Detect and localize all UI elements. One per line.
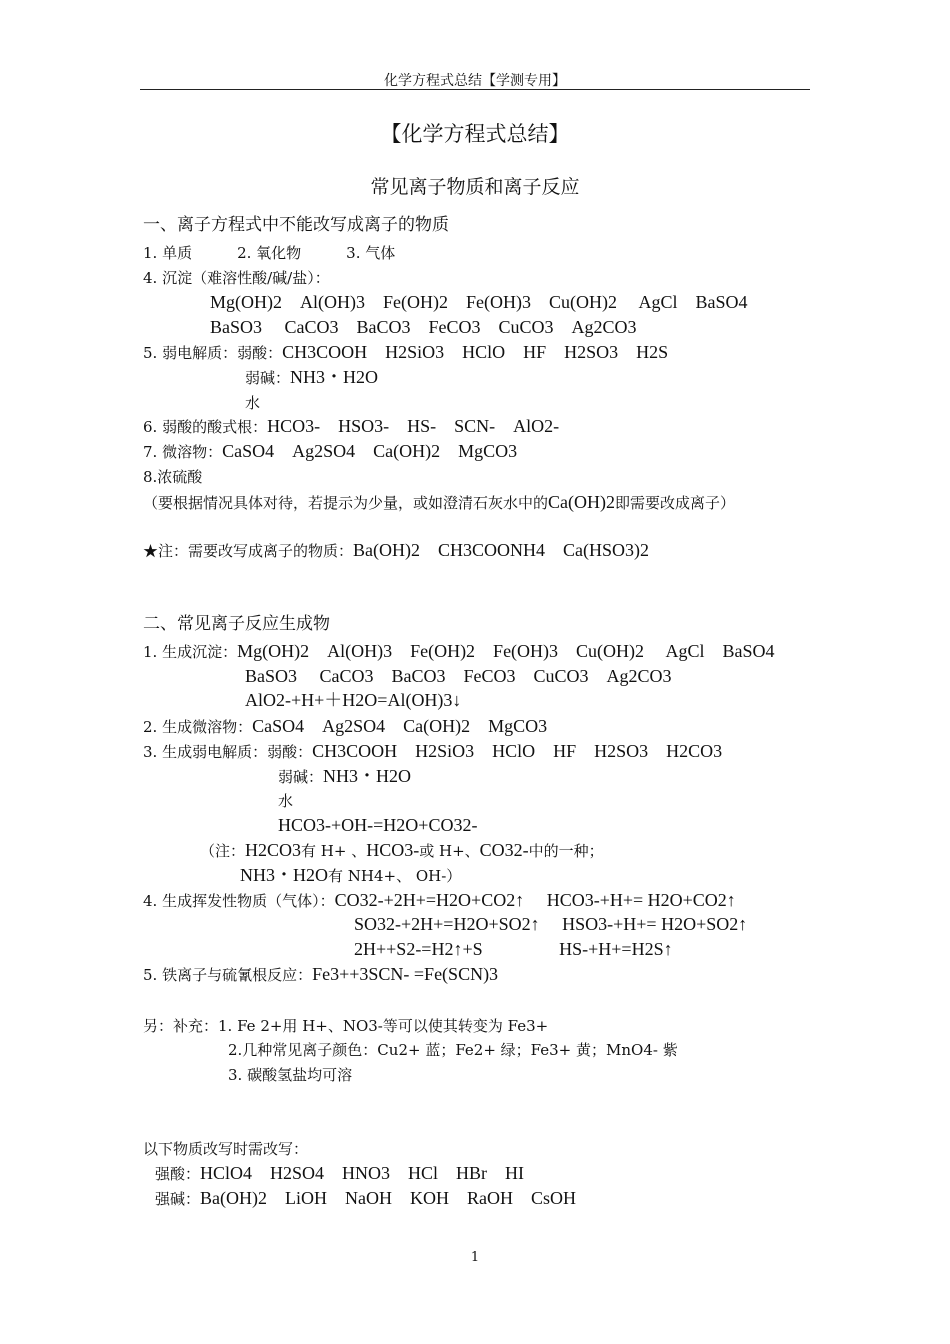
note-line bbox=[143, 492, 735, 513]
formula-text: NH3・H2O bbox=[323, 766, 412, 786]
formula-text: CO32-+2H+=H2O+CO2↑ HCO3-+H+= H2O+CO2↑ bbox=[334, 890, 736, 910]
formula-text: NH3・H2O bbox=[290, 367, 379, 387]
formula-text: CO32- bbox=[479, 840, 529, 860]
formula-line bbox=[143, 964, 498, 985]
formula-text: Ba(OH)2 CH3COONH4 Ca(HSO3)2 bbox=[353, 540, 649, 560]
formula-text: CH3COOH H2SiO3 HClO HF H2SO3 H2CO3 bbox=[312, 741, 723, 761]
formula-text: CH3COOH H2SiO3 HClO HF H2SO3 H2S bbox=[282, 342, 669, 362]
page-header: 化学方程式总结【学测专用】 bbox=[384, 73, 566, 89]
line-label: 或 H+、 bbox=[419, 842, 480, 860]
page-number: 1 bbox=[470, 1250, 480, 1265]
formula-text: AlO2-+H+＋H2O=Al(OH)3↓ bbox=[245, 690, 462, 710]
line-label: 有 NH4+、 OH-） bbox=[328, 867, 462, 885]
line-label: 强碱： bbox=[155, 1190, 201, 1208]
formula-text: SO32-+2H+=H2O+SO2↑ HSO3-+H+= H2O+SO2↑ bbox=[354, 914, 748, 934]
formula-text: NH3・H2O bbox=[240, 865, 328, 885]
formula-line bbox=[143, 741, 722, 762]
formula-line bbox=[245, 666, 672, 687]
section-heading-2: 二、常见离子反应生成物 bbox=[143, 614, 330, 634]
section-heading-1: 一、离子方程式中不能改写成离子的物质 bbox=[143, 215, 449, 235]
formula-text: CaSO4 Ag2SO4 Ca(OH)2 MgCO3 bbox=[222, 441, 518, 461]
formula-line bbox=[143, 416, 559, 437]
line-label: （注： bbox=[200, 842, 246, 860]
line-label: 强酸： bbox=[155, 1165, 201, 1183]
line-label: 5. 弱电解质：弱酸： bbox=[143, 344, 283, 362]
line-label: 弱酸： bbox=[267, 743, 313, 761]
note-line bbox=[240, 865, 461, 886]
supplement-line: 2.几种常见离子颜色：Cu2+ 蓝；Fe2+ 绿；Fe3+ 黄；MnO4- 紫 bbox=[228, 1041, 678, 1059]
line-label: 即需要改成离子） bbox=[615, 494, 736, 512]
formula-text: Mg(OH)2 Al(OH)3 Fe(OH)2 Fe(OH)3 Cu(OH)2 AgCl BaSO4 bbox=[210, 292, 748, 312]
formula-text: HCO3- HSO3- HS- SCN- AlO2- bbox=[267, 416, 560, 436]
text-line: 8.浓硫酸 bbox=[143, 468, 203, 486]
line-label: 中的一种； bbox=[528, 842, 604, 860]
line-label: 5. 铁离子与硫氰根反应： bbox=[143, 966, 313, 984]
note-line bbox=[200, 840, 604, 861]
text-line: 水 bbox=[245, 394, 261, 412]
formula-line bbox=[210, 292, 747, 313]
line-label: 6. 弱酸的酸式根： bbox=[143, 418, 268, 436]
supplement-line: 3. 碳酸氢盐均可溶 bbox=[228, 1066, 353, 1084]
line-label: 1. 生成沉淀： bbox=[143, 643, 238, 661]
page-title: 【化学方程式总结】 bbox=[380, 122, 570, 146]
formula-line bbox=[143, 890, 736, 911]
text-line: 4. 沉淀（难溶性酸/碱/盐）： bbox=[143, 269, 330, 287]
line-label: 弱碱： bbox=[278, 768, 324, 786]
formula-line bbox=[155, 1163, 524, 1184]
formula-text: H2CO3 bbox=[245, 840, 302, 860]
text-line: 水 bbox=[278, 792, 294, 810]
formula-text: HCO3- bbox=[366, 840, 420, 860]
formula-text: BaSO3 CaCO3 BaCO3 FeCO3 CuCO3 Ag2CO3 bbox=[210, 317, 637, 337]
formula-line bbox=[245, 690, 461, 711]
formula-text: Ca(OH)2 bbox=[548, 492, 615, 512]
formula-text: CaSO4 Ag2SO4 Ca(OH)2 MgCO3 bbox=[252, 716, 548, 736]
formula-line bbox=[143, 441, 517, 462]
line-label: 7. 微溶物： bbox=[143, 443, 223, 461]
formula-text: Fe3++3SCN- =Fe(SCN)3 bbox=[312, 964, 499, 984]
formula-line bbox=[245, 367, 378, 388]
formula-text: Ba(OH)2 LiOH NaOH KOH RaOH CsOH bbox=[200, 1188, 576, 1208]
formula-line bbox=[143, 641, 775, 662]
text-line: 1. 单质 2. 氧化物 3. 气体 bbox=[143, 244, 396, 262]
formula-text: HCO3-+OH-=H2O+CO32- bbox=[278, 815, 478, 835]
line-label: ★注：需要改写成离子的物质： bbox=[143, 542, 354, 560]
formula-line bbox=[354, 939, 673, 960]
line-label: 2. 生成微溶物： bbox=[143, 718, 253, 736]
line-label: 有 H+ 、 bbox=[301, 842, 367, 860]
formula-line bbox=[143, 342, 668, 363]
formula-text: BaSO3 CaCO3 BaCO3 FeCO3 CuCO3 Ag2CO3 bbox=[245, 666, 672, 686]
line-label: 3. 生成弱电解质： bbox=[143, 743, 268, 761]
header-rule bbox=[140, 89, 810, 90]
formula-text: Mg(OH)2 Al(OH)3 Fe(OH)2 Fe(OH)3 Cu(OH)2 AgCl BaSO4 bbox=[237, 641, 775, 661]
line-label: 弱碱： bbox=[245, 369, 291, 387]
text-line: 以下物质改写时需改写： bbox=[143, 1140, 309, 1158]
formula-line bbox=[278, 766, 411, 787]
line-label: 4. 生成挥发性物质（气体）： bbox=[143, 892, 335, 910]
formula-line bbox=[143, 716, 547, 737]
formula-line bbox=[278, 815, 477, 836]
formula-line bbox=[210, 317, 637, 338]
formula-text: 2H++S2-=H2↑+S HS-+H+=H2S↑ bbox=[354, 939, 673, 959]
note-line bbox=[143, 540, 649, 561]
supplement-line: 另：补充：1. Fe 2+用 H+、NO3-等可以使其转变为 Fe3+ bbox=[143, 1017, 549, 1035]
line-label: （要根据情况具体对待，若提示为少量，或如澄清石灰水中的 bbox=[143, 494, 549, 512]
page-subtitle: 常见离子物质和离子反应 bbox=[370, 176, 580, 198]
formula-line bbox=[155, 1188, 576, 1209]
formula-line bbox=[354, 914, 747, 935]
formula-text: HClO4 H2SO4 HNO3 HCl HBr HI bbox=[200, 1163, 525, 1183]
